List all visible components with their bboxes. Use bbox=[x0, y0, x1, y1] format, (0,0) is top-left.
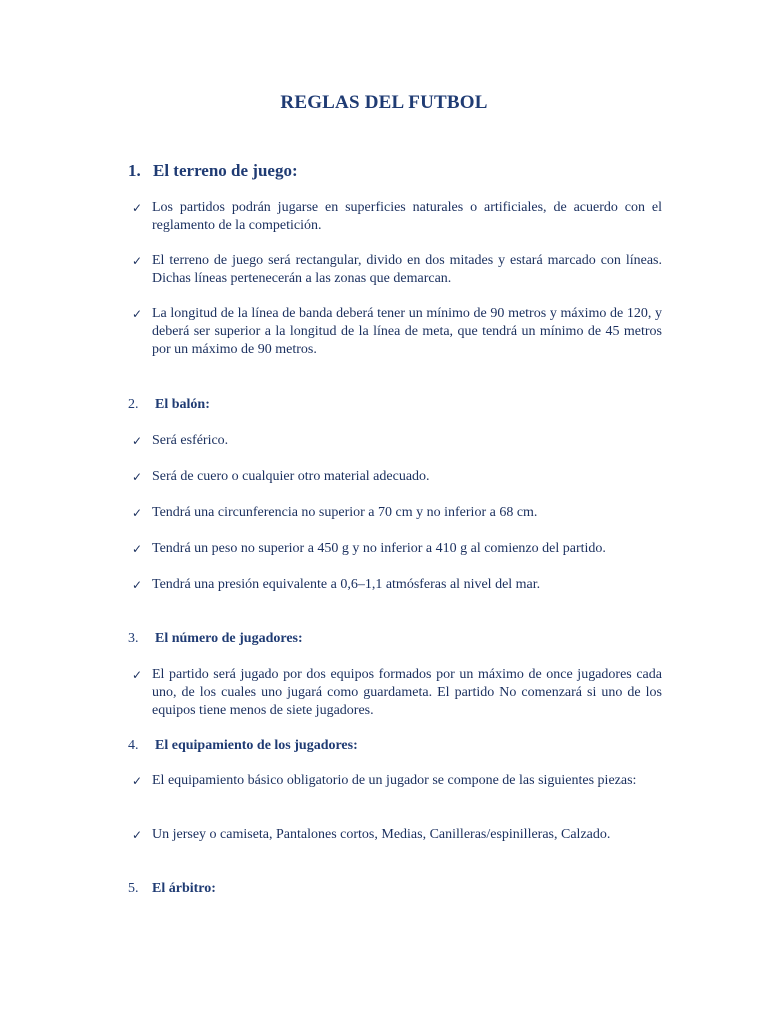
list-item-text: Tendrá un peso no superior a 450 g y no inferior a 410 g al comienzo del partido. bbox=[152, 541, 606, 556]
section-title: El terreno de juego: bbox=[153, 161, 298, 180]
list-item bbox=[132, 826, 662, 844]
section-number: 3. bbox=[128, 631, 139, 646]
section-heading-1 bbox=[128, 161, 298, 181]
list-item bbox=[132, 432, 662, 450]
list-item-text: La longitud de la línea de banda deberá tener un mínimo de 90 metros y máximo de 120, y deberá ser superior a la longitud de la línea de meta, que tendrá un mínimo de 45 metros por un máximo de 90 metros. bbox=[152, 306, 662, 357]
document-title: REGLAS DEL FUTBOL bbox=[280, 92, 488, 113]
section-number: 1. bbox=[128, 161, 141, 180]
section-heading-5 bbox=[128, 881, 216, 897]
section-title: El árbitro: bbox=[152, 881, 216, 896]
list-item-text: El equipamiento básico obligatorio de un jugador se compone de las siguientes piezas: bbox=[152, 773, 637, 788]
list-item bbox=[132, 252, 662, 288]
check-icon: ✓ bbox=[132, 307, 143, 321]
check-icon: ✓ bbox=[132, 668, 143, 682]
section-number: 4. bbox=[128, 738, 139, 753]
section-number: 2. bbox=[128, 397, 139, 412]
check-icon: ✓ bbox=[132, 578, 143, 592]
list-item-text: El partido será jugado por dos equipos formados por un máximo de once jugadores cada uno, de los cuales uno jugará como guardameta. El partido No comenzará si uno de los equipos tiene menos de siete jugadores. bbox=[152, 667, 662, 718]
section-heading-2 bbox=[128, 397, 210, 413]
list-item bbox=[132, 468, 662, 486]
list-item bbox=[132, 576, 662, 594]
section-heading-4 bbox=[128, 738, 358, 754]
list-item-text: Un jersey o camiseta, Pantalones cortos, Medias, Canilleras/espinilleras, Calzado. bbox=[152, 827, 611, 842]
check-icon: ✓ bbox=[132, 506, 143, 520]
section-heading-3 bbox=[128, 631, 303, 647]
list-item-text: El terreno de juego será rectangular, divido en dos mitades y estará marcado con líneas. Dichas líneas pertenecerán a las zonas que demarcan. bbox=[152, 253, 662, 286]
list-item bbox=[132, 540, 662, 558]
list-item-text: Tendrá una circunferencia no superior a 70 cm y no inferior a 68 cm. bbox=[152, 505, 538, 520]
section-number: 5. bbox=[128, 881, 139, 896]
list-item bbox=[132, 666, 662, 720]
list-item bbox=[132, 772, 662, 790]
section-title: El balón: bbox=[155, 397, 210, 412]
list-item bbox=[132, 305, 662, 359]
check-icon: ✓ bbox=[132, 434, 143, 448]
list-item-text: Será de cuero o cualquier otro material adecuado. bbox=[152, 469, 430, 484]
list-item-text: Será esférico. bbox=[152, 433, 229, 448]
check-icon: ✓ bbox=[132, 774, 143, 788]
section-title: El equipamiento de los jugadores: bbox=[155, 738, 358, 753]
list-item-text: Los partidos podrán jugarse en superficies naturales o artificiales, de acuerdo con el reglamento de la competición. bbox=[152, 200, 662, 233]
check-icon: ✓ bbox=[132, 542, 143, 556]
check-icon: ✓ bbox=[132, 470, 143, 484]
list-item bbox=[132, 504, 662, 522]
check-icon: ✓ bbox=[132, 254, 143, 268]
check-icon: ✓ bbox=[132, 828, 143, 842]
list-item-text: Tendrá una presión equivalente a 0,6–1,1 atmósferas al nivel del mar. bbox=[152, 577, 541, 592]
check-icon: ✓ bbox=[132, 201, 143, 215]
section-title: El número de jugadores: bbox=[155, 631, 303, 646]
list-item bbox=[132, 199, 662, 235]
